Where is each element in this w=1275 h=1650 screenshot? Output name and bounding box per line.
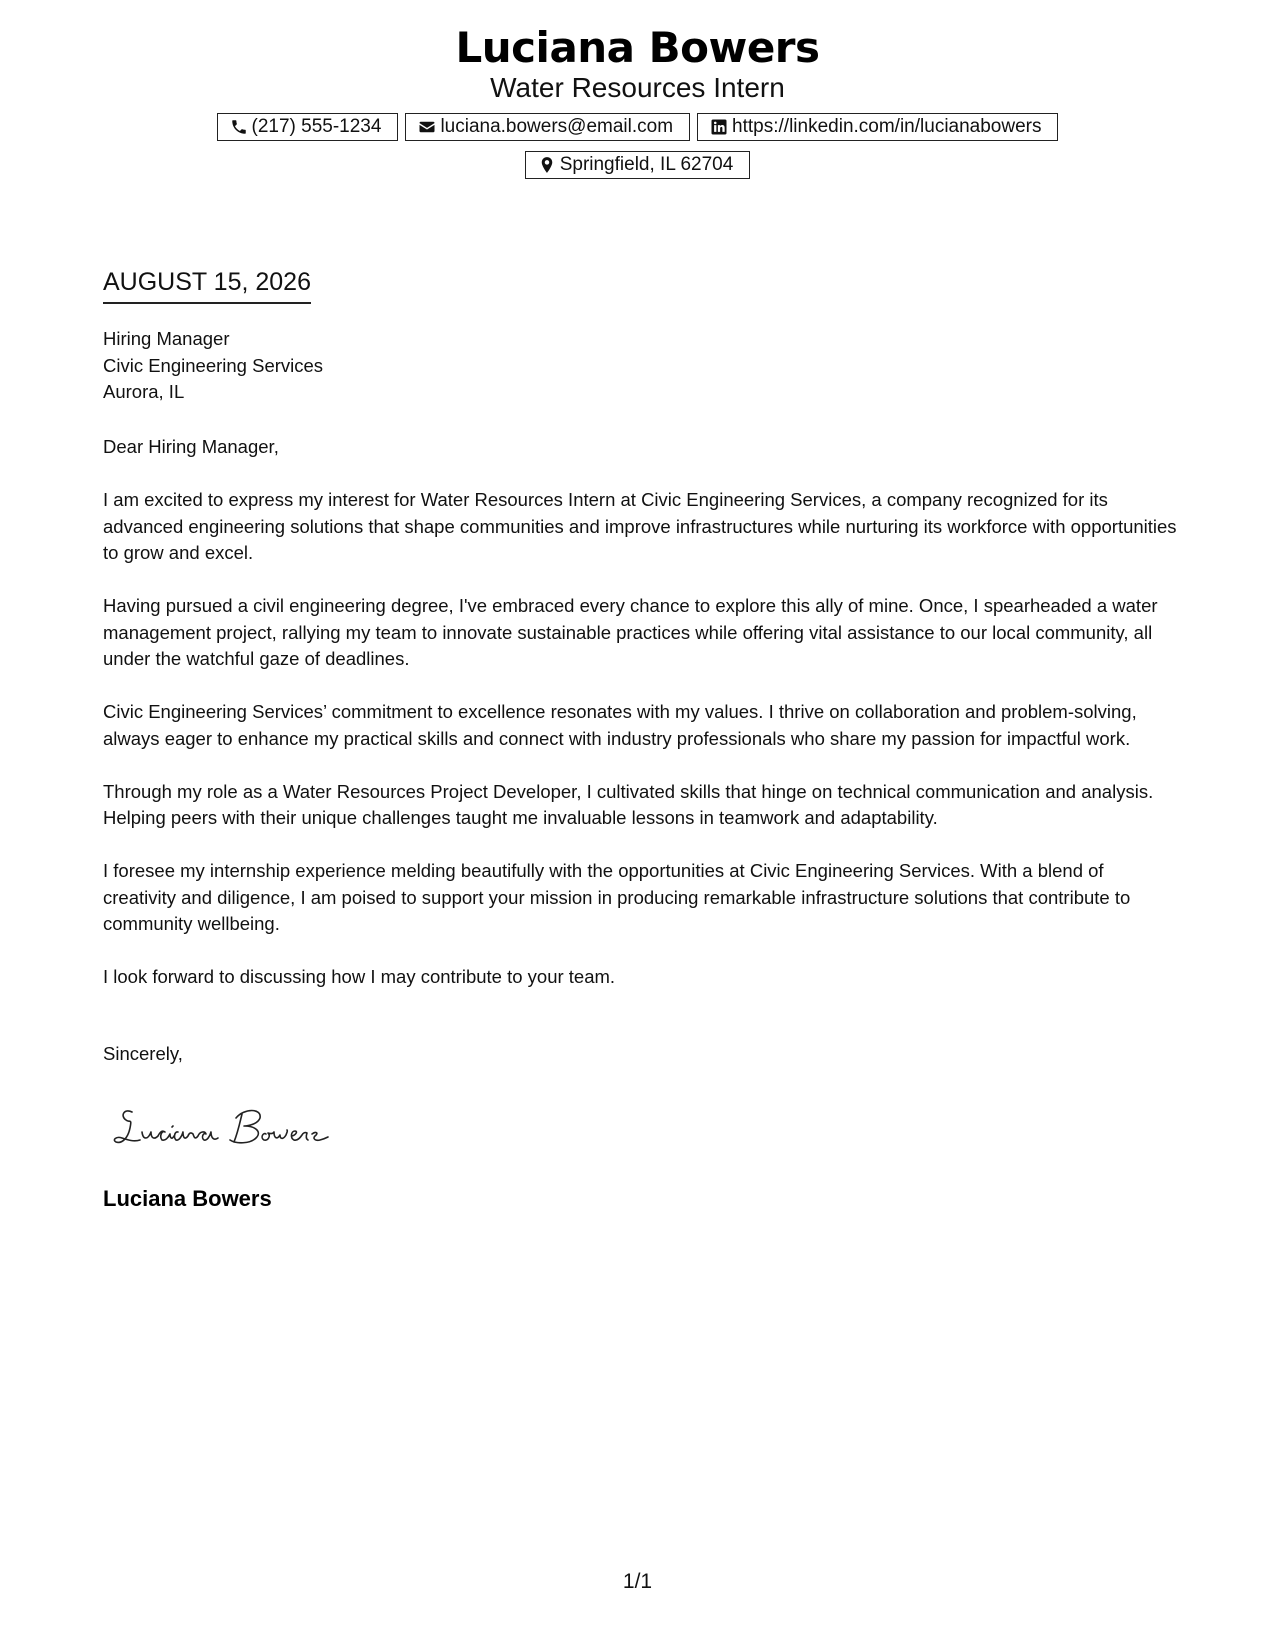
body-paragraph: Civic Engineering Services’ commitment to excellence resonates with my values. I thrive on collaboration and problem-solving, always eager to enhance my practical skills and connect with industry professionals who share my passion for impactful work.	[103, 701, 1137, 749]
linkedin-text: https://linkedin.com/in/lucianabowers	[732, 116, 1042, 137]
body-paragraph: Having pursued a civil engineering degree, I've embraced every chance to explore this ally of mine. Once, I spearheaded a water management project, rallying my team to innovate sustainable practices while offering vital assistance to our local community, all under the watchful gaze of deadlines.	[103, 595, 1158, 669]
linkedin-chip[interactable]	[697, 113, 1058, 141]
recipient-block	[103, 326, 1178, 406]
applicant-title: Water Resources Intern	[490, 72, 785, 103]
letter-header	[0, 22, 1275, 104]
location-text: Springfield, IL 62704	[559, 154, 734, 175]
body-paragraph: I look forward to discussing how I may contribute to your team.	[103, 966, 616, 987]
phone-chip[interactable]	[217, 113, 399, 141]
handwritten-signature	[110, 1098, 360, 1158]
recipient-line: Aurora, IL	[103, 381, 185, 402]
linkedin-icon	[710, 118, 728, 136]
contact-row-secondary	[0, 151, 1275, 179]
phone-icon	[230, 118, 248, 136]
letter-body	[103, 487, 1178, 1017]
email-chip[interactable]	[405, 113, 690, 141]
recipient-line: Hiring Manager	[103, 328, 230, 349]
salutation: Dear Hiring Manager,	[103, 436, 279, 457]
letter-date: AUGUST 15, 2026	[103, 266, 311, 304]
body-paragraph: I am excited to express my interest for Water Resources Intern at Civic Engineering Services, a company recognized for its advanced engineering solutions that shape communities and improve infrastructures while nurturing its workforce with opportunities to grow and excel.	[103, 489, 1177, 563]
phone-text: (217) 555-1234	[251, 116, 382, 137]
recipient-line: Civic Engineering Services	[103, 354, 324, 376]
page-number: 1/1	[622, 1570, 653, 1593]
body-paragraph: I foresee my internship experience melding beautifully with the opportunities at Civic Engineering Services. With a blend of creativity and diligence, I am poised to support your mission in producing remarkable infrastructure solutions that contribute to community wellbeing.	[103, 860, 1131, 934]
email-text: luciana.bowers@email.com	[440, 116, 674, 137]
map-marker-icon	[538, 156, 556, 174]
body-paragraph: Through my role as a Water Resources Project Developer, I cultivated skills that hinge on technical communication and analysis. Helping peers with their unique challenges taught me invaluable lessons in teamwork and adaptability.	[103, 780, 1154, 828]
applicant-name: Luciana Bowers	[455, 23, 820, 72]
signed-name: Luciana Bowers	[103, 1186, 272, 1211]
contact-row-primary	[0, 113, 1275, 141]
envelope-icon	[418, 118, 436, 136]
location-chip	[525, 151, 751, 179]
closing: Sincerely,	[103, 1043, 183, 1064]
